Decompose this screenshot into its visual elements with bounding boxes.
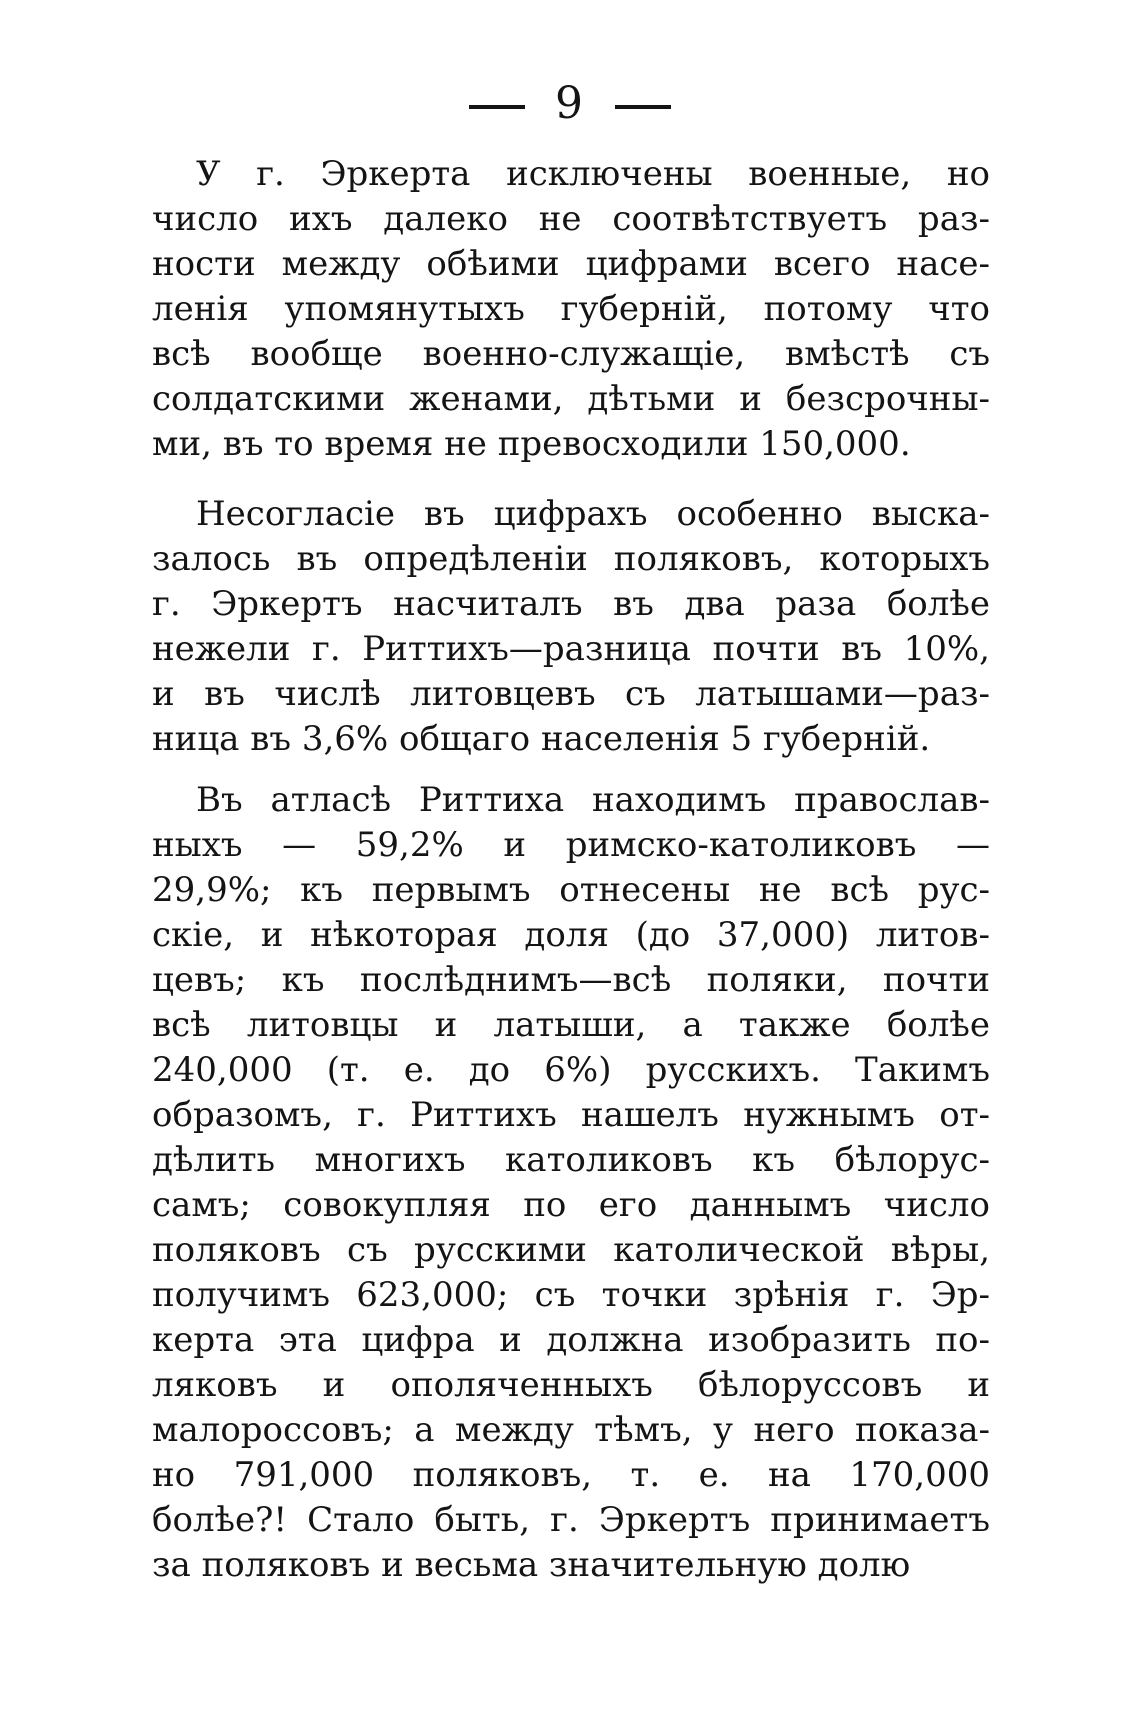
text-line: всѣ вообще военно-служащіе, вмѣстѣ съ	[152, 334, 990, 374]
text-line: У г. Эркерта исключены военные, но	[196, 154, 990, 194]
text-line: солдатскими женами, дѣтьми и безсрочны-	[152, 379, 990, 419]
right-dash	[615, 105, 671, 109]
text-line: ми, въ то время не превосходили 150,000.	[152, 424, 911, 464]
text-line: ныхъ — 59,2% и римско-католиковъ —	[152, 825, 990, 865]
text-line: скіе, и нѣкоторая доля (до 37,000) литов-	[152, 915, 990, 955]
left-dash	[469, 105, 525, 109]
text-line: всѣ литовцы и латыши, а также болѣе	[152, 1005, 990, 1045]
text-line: керта эта цифра и должна изобразить по-	[152, 1320, 990, 1360]
text-line: залось въ опредѣленіи поляковъ, которыхъ	[152, 539, 990, 579]
text-line: малороссовъ; а между тѣмъ, у него показа-	[152, 1410, 990, 1450]
text-line: болѣе?! Стало быть, г. Эркертъ принимаетъ	[152, 1500, 990, 1540]
paragraph-1	[152, 152, 990, 467]
text-line: образомъ, г. Риттихъ нашелъ нужнымъ от-	[152, 1095, 990, 1135]
page-number-header	[0, 78, 1140, 129]
paragraph-2	[152, 492, 990, 762]
text-line: 29,9%; къ первымъ отнесены не всѣ рус-	[152, 870, 990, 910]
text-line: но 791,000 поляковъ, т. е. на 170,000	[152, 1455, 990, 1495]
text-line: за поляковъ и весьма значительную долю	[152, 1545, 911, 1585]
text-line: число ихъ далеко не соотвѣтствуетъ раз-	[152, 199, 990, 239]
text-line: Въ атласѣ Риттиха находимъ православ-	[196, 780, 990, 820]
text-line: получимъ 623,000; съ точки зрѣнія г. Эр-	[152, 1275, 990, 1315]
text-line: Несогласіе въ цифрахъ особенно выска-	[196, 494, 990, 534]
text-line: ленія упомянутыхъ губерній, потому что	[152, 289, 990, 329]
text-line: цевъ; къ послѣднимъ—всѣ поляки, почти	[152, 960, 990, 1000]
page-number: 9	[555, 78, 585, 129]
text-line: самъ; совокупляя по его даннымъ число	[152, 1185, 990, 1225]
text-line: ница въ 3,6% общаго населенія 5 губерній.	[152, 719, 931, 759]
text-line: поляковъ съ русскими католической вѣры,	[152, 1230, 990, 1270]
text-line: 240,000 (т. е. до 6%) русскихъ. Такимъ	[152, 1050, 990, 1090]
text-line: г. Эркертъ насчиталъ въ два раза болѣе	[152, 584, 990, 624]
text-line: ности между обѣими цифрами всего насе-	[152, 244, 990, 284]
text-line: ляковъ и ополяченныхъ бѣлоруссовъ и	[152, 1365, 990, 1405]
text-line: и въ числѣ литовцевъ съ латышами—раз-	[152, 674, 990, 714]
text-line: нежели г. Риттихъ—разница почти въ 10%,	[152, 629, 990, 669]
text-line: дѣлить многихъ католиковъ къ бѣлорус-	[152, 1140, 990, 1180]
paragraph-3	[152, 778, 990, 1588]
